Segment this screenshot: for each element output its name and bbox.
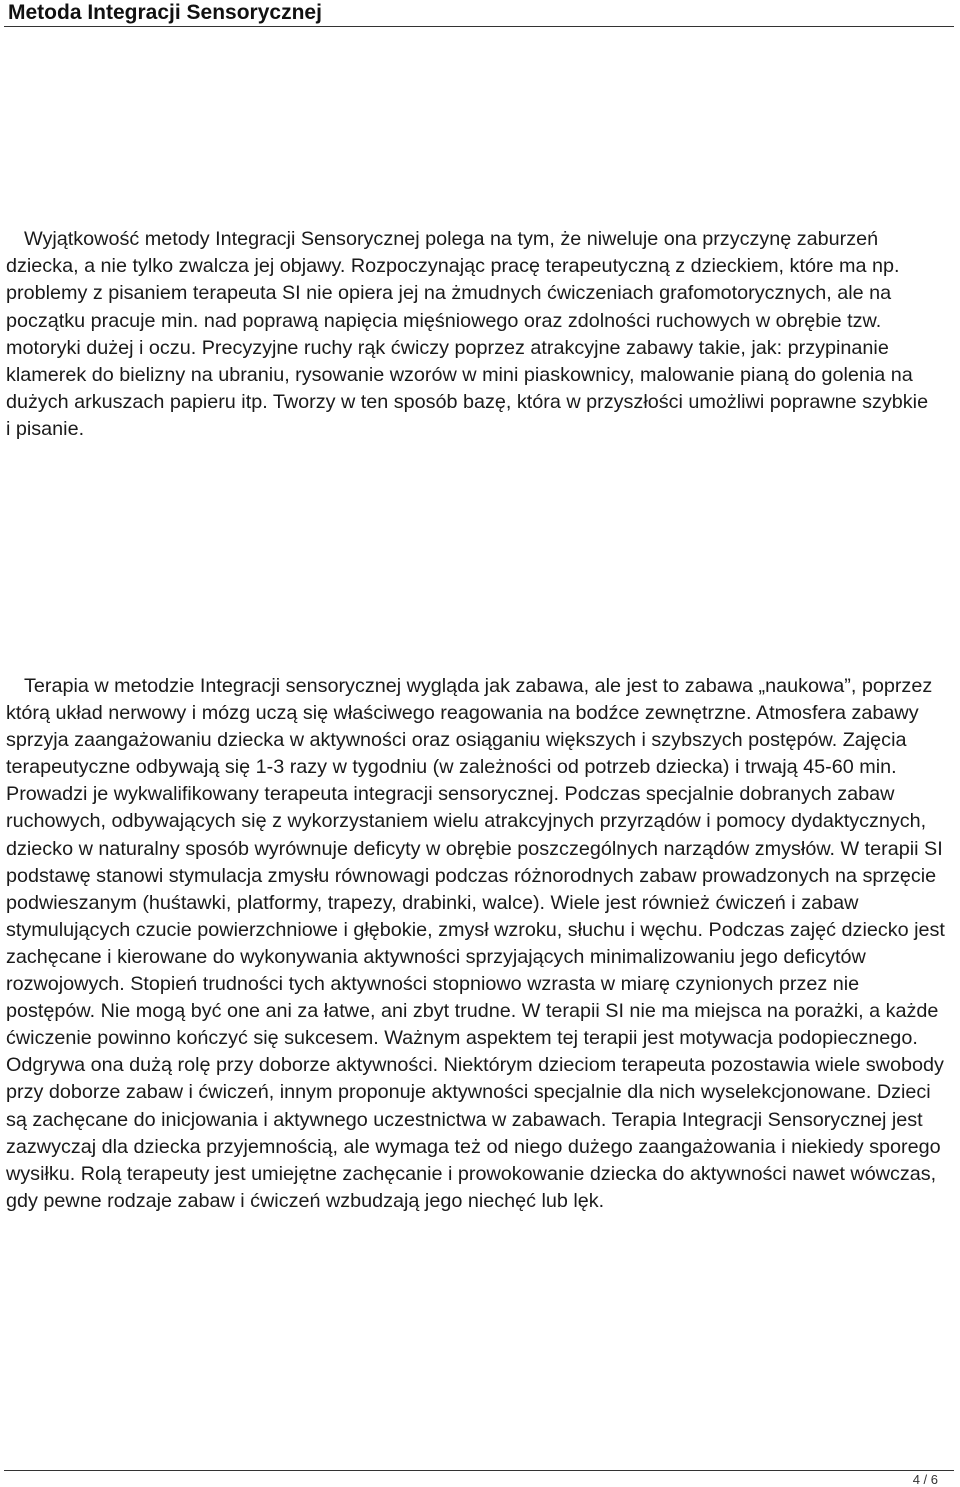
header-divider	[4, 26, 954, 27]
document-title: Metoda Integracji Sensorycznej	[8, 1, 322, 24]
footer-divider	[4, 1470, 954, 1471]
paragraph-therapy: Terapia w metodzie Integracji sensorycznej wygląda jak zabawa, ale jest to zabawa „naukowa”, poprzez którą układ nerwowy i mózg uczą się właściwego reagowania na bodźce zewnętrzne. Atmosfera zabawy sprzyja zaangażowaniu dziecka w aktywności oraz osiąganiu większych i szybszych postępów. Zajęcia terapeutyczne odbywają się 1-3 razy w tygodniu (w zależności od potrzeb dziecka) i trwają 45-60 min. Prowadzi je wykwalifikowany terapeuta integracji sensorycznej. Podczas specjalnie dobranych zabaw ruchowych, odbywających się z wykorzystaniem wielu atrakcyjnych przyrządów i pomocy dydaktycznych, dziecko w naturalny sposób wyrównuje deficyty w obrębie poszczególnych narządów zmysłów. W terapii SI podstawę stanowi stymulacja zmysłu równowagi podczas różnorodnych zabaw prowadzonych na sprzęcie podwieszanym (huśtawki, platformy, trapezy, drabinki, walce). Wiele jest również ćwiczeń i zabaw stymulujących czucie powierzchniowe i głębokie, zmysł wzroku, słuchu i węchu. Podczas zajęć dziecko jest zachęcane i kierowane do wykonywania aktywności sprzyjających minimalizowaniu jego deficytów rozwojowych. Stopień trudności tych aktywności stopniowo wzrasta w miarę czynionych przez nie postępów. Nie mogą być one ani za łatwe, ani zbyt trudne. W terapii SI nie ma miejsca na porażki, a każde ćwiczenie powinno kończyć się sukcesem. Ważnym aspektem tej terapii jest motywacja podopiecznego. Odgrywa ona dużą rolę przy doborze aktywności. Niektórym dzieciom terapeuta pozostawia wiele swobody przy doborze zabaw i ćwiczeń, innym proponuje aktywności specjalnie dla nich wyselekcjonowane. Dzieci są zachęcane do inicjowania i aktywnego uczestnictwa w zabawach. Terapia Integracji Sensorycznej jest zazwyczaj dla dziecka przyjemnością, ale wymaga też od niego dużego zaangażowania i niekiedy sporego wysiłku. Rolą terapeuty jest umiejętne zachęcanie i prowokowanie dziecka do aktywności nawet wówczas, gdy pewne rodzaje zabaw i ćwiczeń wzbudzają jego niechęć lub lęk.	[6, 675, 945, 1212]
paragraph-intro: Wyjątkowość metody Integracji Sensorycznej polega na tym, że niweluje ona przyczynę zaburzeń dziecka, a nie tylko zwalcza jej objawy. Rozpoczynając pracę terapeutyczną z dzieckiem, które ma np. problemy z pisaniem terapeuta SI nie opiera jej na żmudnych ćwiczeniach grafomotorycznych, ale na początku pracuje min. nad poprawą napięcia mięśniowego oraz zdolności ruchowych w obrębie tzw. motoryki dużej i oczu. Precyzyjne ruchy rąk ćwiczy poprzez atrakcyjne zabawy takie, jak: przypinanie klamerek do bielizny na ubraniu, rysowanie wzorów w mini piaskownicy, malowanie pianą do golenia na dużych arkuszach papieru itp. Tworzy w ten sposób bazę, która w przyszłości umożliwi poprawne szybkie i pisanie.	[6, 228, 929, 441]
page-number: 4 / 6	[912, 1472, 938, 1487]
